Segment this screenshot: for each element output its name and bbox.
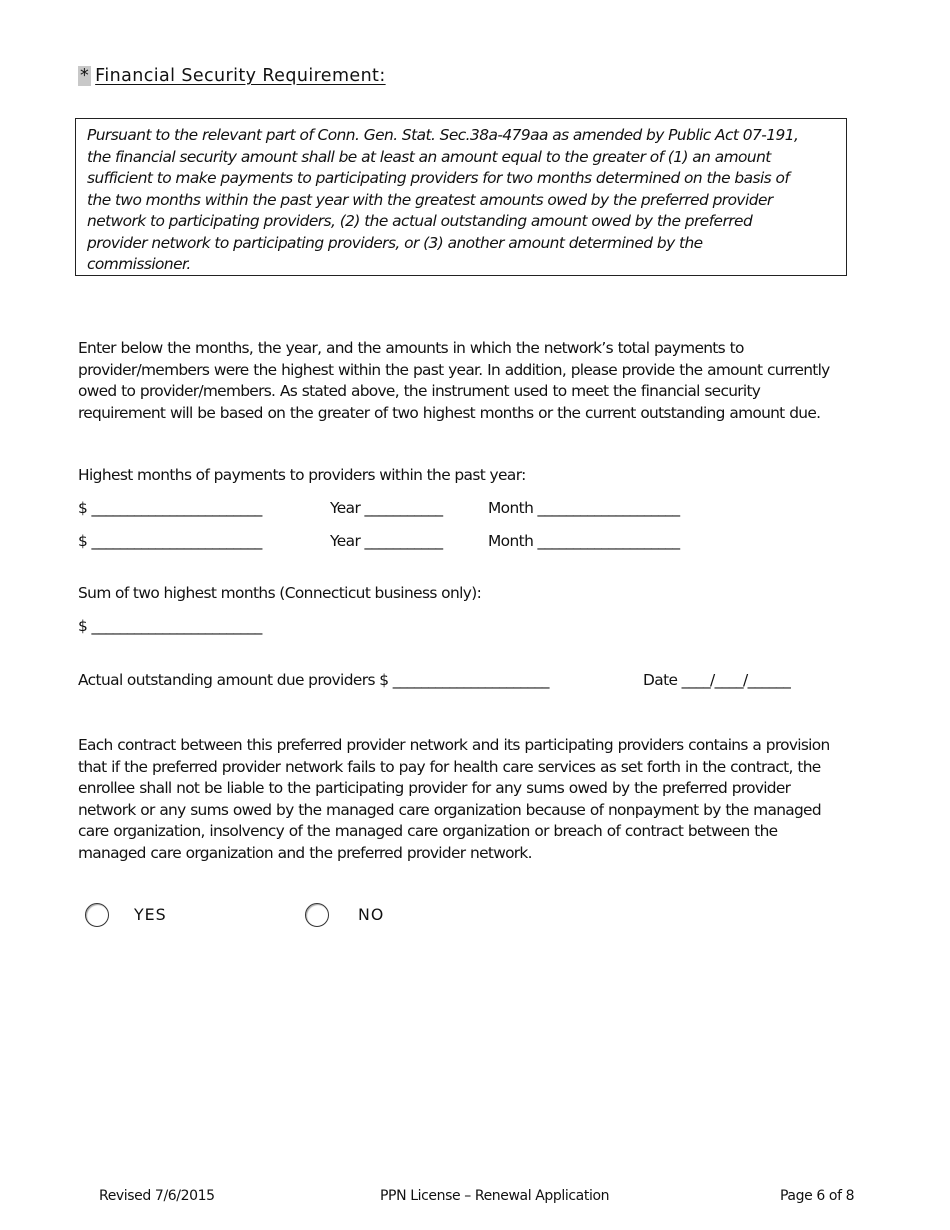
yes-label: YES — [134, 905, 167, 924]
footer-revised-date: Revised 7/6/2015 — [99, 1188, 215, 1204]
statute-line: Pursuant to the relevant part of Conn. Gen. Stat. Sec.38a-479aa as amended by Public Act 07-191, — [87, 126, 799, 144]
instructions-line: Enter below the months, the year, and the amounts in which the network’s total payments to — [78, 339, 744, 357]
provision-line: Each contract between this preferred provider network and its participating providers contains a provision — [78, 736, 830, 754]
sum-amount-field[interactable]: $ ________________________ — [78, 617, 262, 635]
statute-line: network to participating providers, (2) the actual outstanding amount owed by the preferred — [87, 212, 753, 230]
provision-line: managed care organization and the preferred provider network. — [78, 843, 532, 862]
outstanding-row — [78, 671, 838, 693]
provision-line: network or any sums owed by the managed care organization because of nonpayment by the managed — [78, 800, 821, 819]
sum-label: Sum of two highest months (Connecticut business only): — [78, 584, 482, 602]
statute-box — [75, 118, 847, 276]
provision-line: care organization, insolvency of the managed care organization or breach of contract between the — [78, 822, 778, 840]
footer-page-number: Page 6 of 8 — [780, 1188, 855, 1204]
highest-month-row-1 — [78, 499, 758, 521]
section-heading — [78, 66, 386, 86]
instructions-paragraph — [78, 338, 830, 424]
year-field-2[interactable]: Year ___________ — [330, 532, 443, 550]
instructions-line: owed to provider/members. As stated above, the instrument used to meet the financial security — [78, 382, 761, 400]
statute-line: sufficient to make payments to participating providers for two months determined on the basis of — [87, 169, 790, 187]
outstanding-amount-field[interactable]: Actual outstanding amount due providers $ ______________________ — [78, 671, 549, 689]
highest-months-label: Highest months of payments to providers within the past year: — [78, 466, 526, 484]
month-field-2[interactable]: Month ____________________ — [488, 532, 680, 550]
provision-line: that if the preferred provider network fails to pay for health care services as set forth in the contract, the — [78, 757, 821, 776]
no-radio-button[interactable] — [305, 903, 329, 927]
statute-line: the financial security amount shall be at least an amount equal to the greater of (1) an amount — [87, 147, 771, 166]
month-field-1[interactable]: Month ____________________ — [488, 499, 680, 517]
highest-month-row-2 — [78, 532, 758, 554]
amount-field-2[interactable]: $ ________________________ — [78, 532, 262, 550]
required-marker: * — [80, 66, 90, 86]
no-label: NO — [358, 905, 385, 924]
provision-line: enrollee shall not be liable to the participating provider for any sums owed by the preferred provider — [78, 779, 791, 797]
statute-line: commissioner. — [87, 255, 191, 273]
statute-line: provider network to participating providers, or (3) another amount determined by the — [87, 233, 703, 252]
instructions-line: provider/members were the highest within the past year. In addition, please provide the amount currently — [78, 360, 830, 379]
contract-provision-paragraph — [78, 735, 830, 864]
outstanding-date-field[interactable]: Date ____/____/______ — [643, 671, 791, 689]
statute-line: the two months within the past year with the greatest amounts owed by the preferred provider — [87, 190, 773, 209]
year-field-1[interactable]: Year ___________ — [330, 499, 443, 517]
amount-field-1[interactable]: $ ________________________ — [78, 499, 262, 517]
instructions-line: requirement will be based on the greater of two highest months or the current outstanding amount due. — [78, 403, 821, 422]
footer-document-title: PPN License – Renewal Application — [380, 1188, 610, 1204]
section-title: Financial Security Requirement: — [95, 66, 386, 86]
yes-radio-button[interactable] — [85, 903, 109, 927]
